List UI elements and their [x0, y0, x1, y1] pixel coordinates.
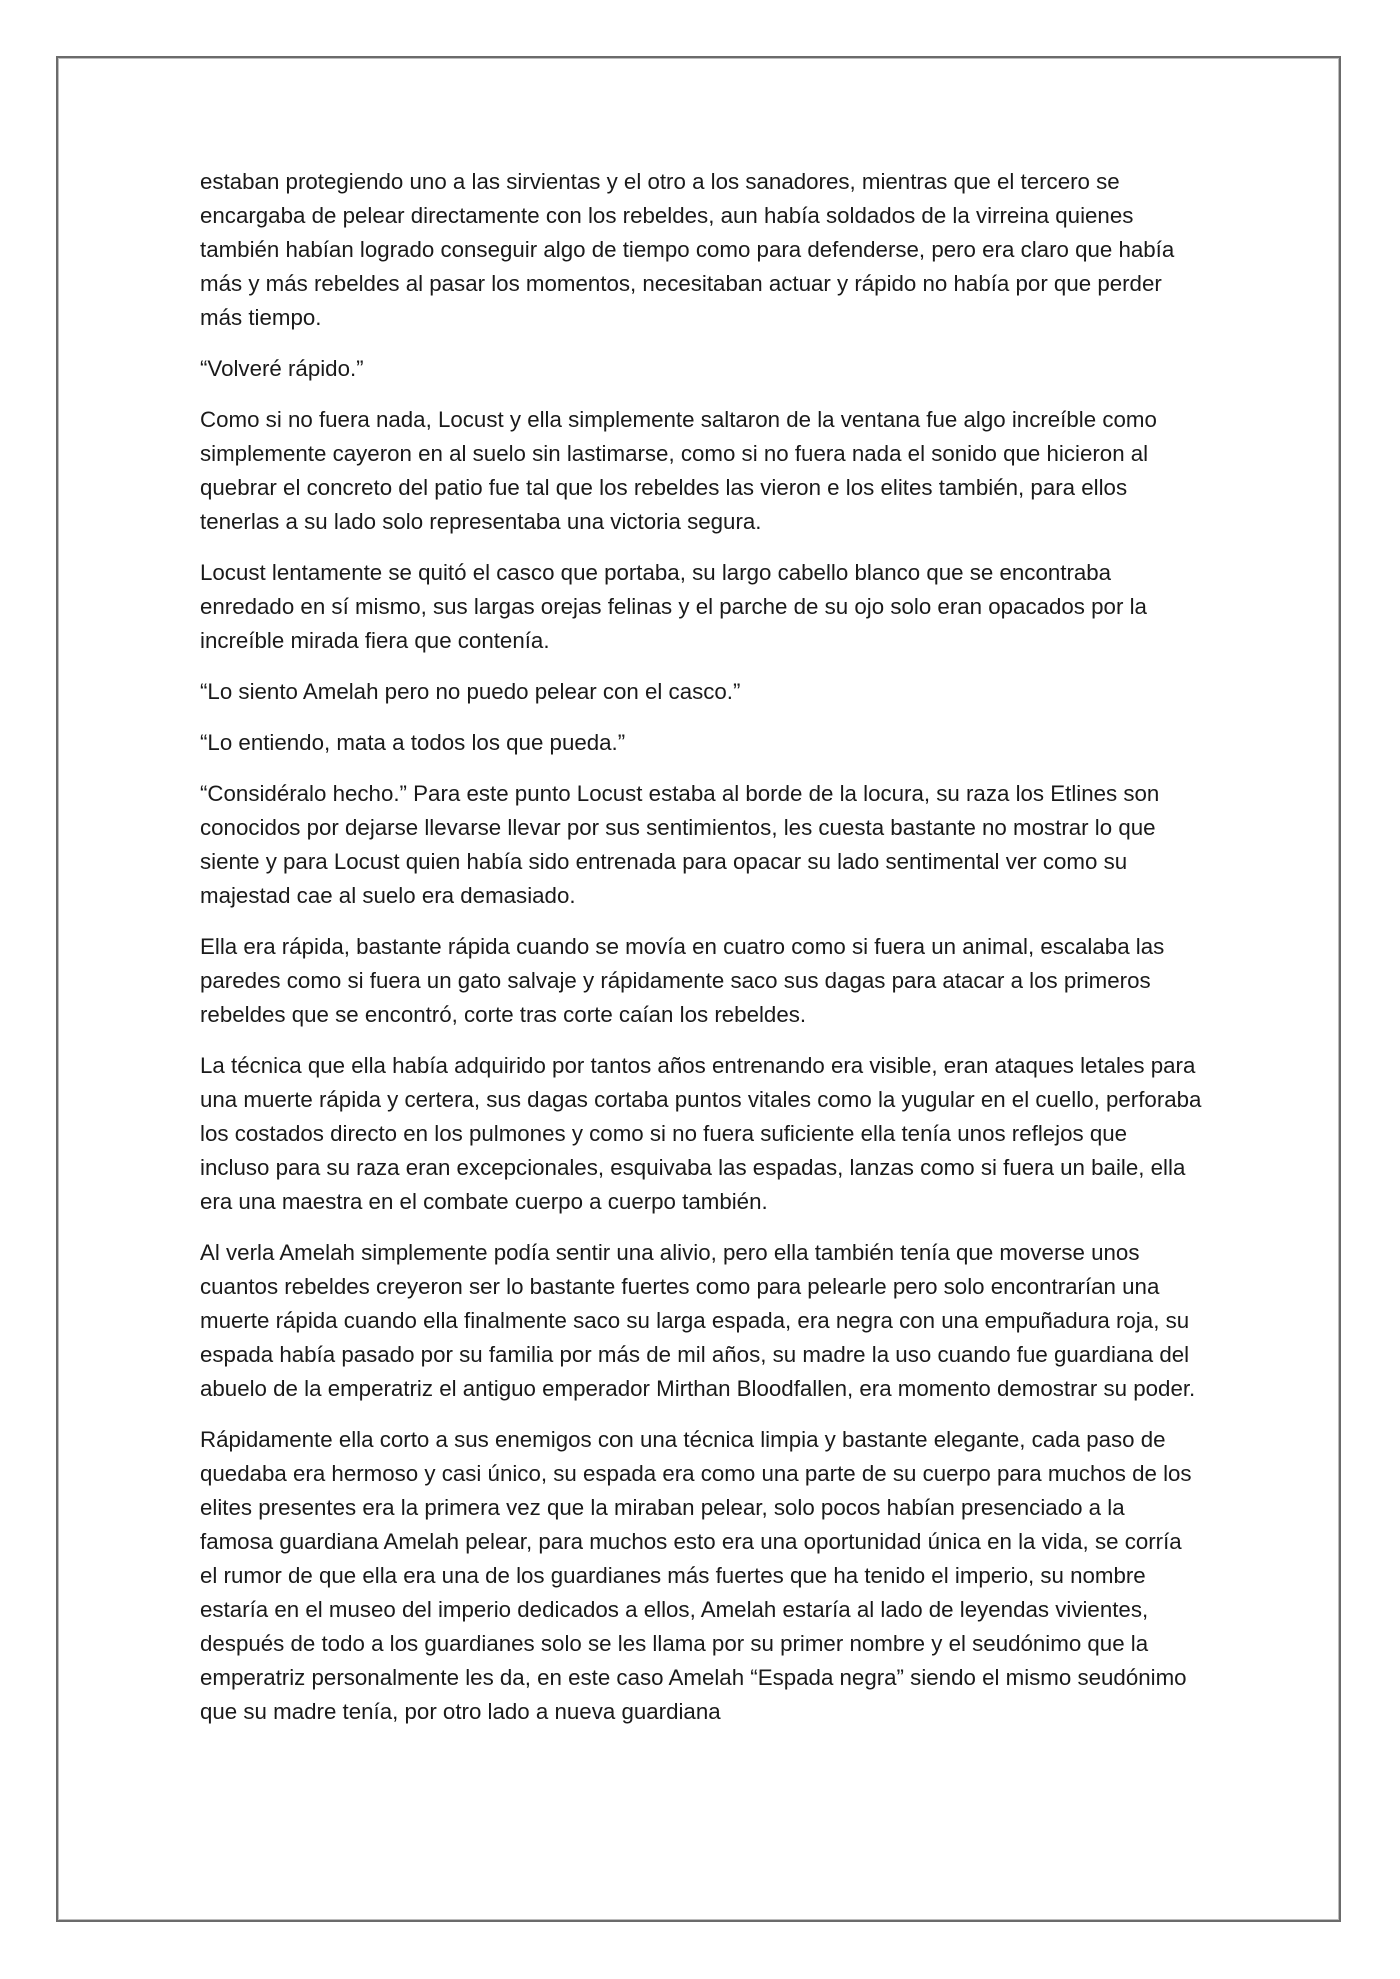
document-body — [200, 165, 1202, 1746]
paragraph: “Lo siento Amelah pero no puedo pelear con el casco.” — [200, 679, 741, 704]
paragraph: Al verla Amelah simplemente podía sentir una alivio, pero ella también tenía que moverse unos cuantos rebeldes creyeron ser lo bastante fuertes como para pelearle pero solo encontrarían una muerte rápida cuando ella finalmente saco su larga espada, era negra con una empuñadura roja, su espada había pasado por su familia por más de mil años, su madre la uso cuando fue guardiana del abuelo de la emperatriz el antiguo emperador Mirthan Bloodfallen, era momento demostrar su poder. — [200, 1240, 1196, 1401]
paragraph: La técnica que ella había adquirido por tantos años entrenando era visible, eran ataques letales para una muerte rápida y certera, sus dagas cortaba puntos vitales como la yugular en el cuello, perforaba los costados directo en los pulmones y como si no fuera suficiente ella tenía unos reflejos que incluso para su raza eran excepcionales, esquivaba las espadas, lanzas como si fuera un baile, ella era una maestra en el combate cuerpo a cuerpo también. — [200, 1053, 1202, 1214]
paragraph: “Volveré rápido.” — [200, 356, 364, 381]
paragraph: estaban protegiendo uno a las sirvientas y el otro a los sanadores, mientras que el tercero se encargaba de pelear directamente con los rebeldes, aun había soldados de la virreina quienes también habían logrado conseguir algo de tiempo como para defenderse, pero era claro que había más y más rebeldes al pasar los momentos, necesitaban actuar y rápido no había por que perder más tiempo. — [200, 169, 1175, 330]
paragraph: “Considéralo hecho.” Para este punto Locust estaba al borde de la locura, su raza los Etlines son conocidos por dejarse llevarse llevar por sus sentimientos, les cuesta bastante no mostrar lo que siente y para Locust quien había sido entrenada para opacar su lado sentimental ver como su majestad cae al suelo era demasiado. — [200, 781, 1160, 908]
paragraph: Como si no fuera nada, Locust y ella simplemente saltaron de la ventana fue algo increíble como simplemente cayeron en al suelo sin lastimarse, como si no fuera nada el sonido que hicieron al quebrar el concreto del patio fue tal que los rebeldes las vieron e los elites también, para ellos tenerlas a su lado solo representaba una victoria segura. — [200, 407, 1157, 534]
paragraph: Locust lentamente se quitó el casco que portaba, su largo cabello blanco que se encontraba enredado en sí mismo, sus largas orejas felinas y el parche de su ojo solo eran opacados por la increíble mirada fiera que contenía. — [200, 560, 1147, 653]
paragraph: Ella era rápida, bastante rápida cuando se movía en cuatro como si fuera un animal, escalaba las paredes como si fuera un gato salvaje y rápidamente saco sus dagas para atacar a los primeros rebeldes que se encontró, corte tras corte caían los rebeldes. — [200, 934, 1165, 1027]
paragraph: “Lo entiendo, mata a todos los que pueda.” — [200, 730, 626, 755]
paragraph: Rápidamente ella corto a sus enemigos con una técnica limpia y bastante elegante, cada paso de quedaba era hermoso y casi único, su espada era como una parte de su cuerpo para muchos de los elites presentes era la primera vez que la miraban pelear, solo pocos habían presenciado a la famosa guardiana Amelah pelear, para muchos esto era una oportunidad única en la vida, se corría el rumor de que ella era una de los guardianes más fuertes que ha tenido el imperio, su nombre estaría en el museo del imperio dedicados a ellos, Amelah estaría al lado de leyendas vivientes, después de todo a los guardianes solo se les llama por su primer nombre y el seudónimo que la emperatriz personalmente les da, en este caso Amelah “Espada negra” siendo el mismo seudónimo que su madre tenía, por otro lado a nueva guardiana — [200, 1427, 1192, 1724]
